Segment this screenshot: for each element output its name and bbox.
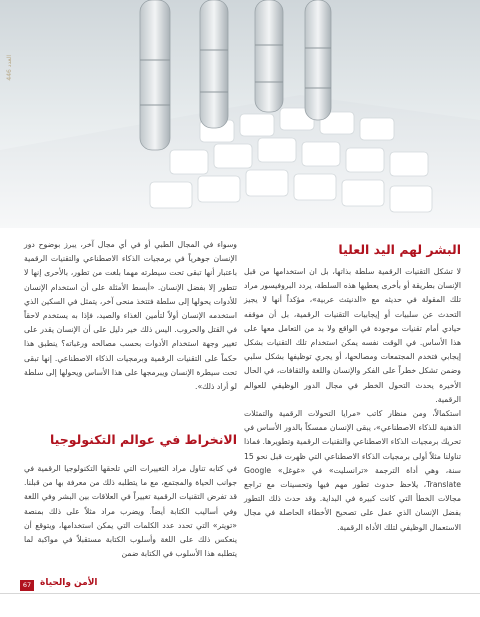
paragraph: وسواء في المجال الطبي أو في أي مجال آخر، يبرز بوضوح دور الإنسان جوهرياً في برمجيات الذكاء الاصطناعي والتقنيات الرقمية باعتبار أنها تبقى تحت سيطرته مهما بلغت من تطور، بالأحرى إنها لا تتطور إلا بفضل الإنسان. «أبسط الأمثلة على أن استخدام الإنسان للأدوات يحولها إلى سلطة فتتخذ منحى آخر، يتمثل في السكين الذي استخدمه الإنسان أولاً لتأمين الغذاء والصيد، فإذا به يستخدم لاحقاً في القتل والحروب. اليس ذلك خير دليل على أن الإنسان يقدر على تغيير وجهة استخدام الأدوات بحسب مصالحه ورغباته؟ ينطبق هذا حكماً على التقنيات الرقمية وبرمجيات الذكاء الاصطناعي. إنها تبقى تحت سيطرة الإنسان ويبرمجها على هذا الأساس ويحولها إلى سلطة لو أراد ذلك». (24, 240, 237, 392)
page-number: 67 (20, 580, 34, 591)
footer-divider (0, 593, 480, 594)
robot-hand-keyboard-illustration (0, 0, 480, 228)
section-heading: الانخراط في عوالم التكنولوجيا (49, 432, 237, 447)
issue-side-label: العدد 446 (6, 55, 13, 81)
article-column-left-top (24, 238, 237, 394)
hero-image (0, 0, 480, 228)
article-column-left-bottom (24, 462, 237, 561)
magazine-brand: الأمن والحياة (40, 578, 98, 588)
article-column-right (244, 265, 461, 535)
paragraph: استكمالاً، ومن منظار كاتب «مرايا التحولات الرقمية والتمثلات الذهنية للذكاء الاصطناعي»، يبقى الإنسان ممسكاً بالدور الأساس في تحريك برمجيات الذكاء الاصطناعي والتقنيات الرقمية وتطويرها. فماذا تناولنا مثلاً أولى برمجيات الذكاء الاصطناعي التي ظهرت قبل نحو 15 سنة، وهي أداة الترجمة «ترانسليت» في «غوغل» Google Translate، يلاحظ حدوث تطور مهم فيها وتحسينات مع تراجع مجالات الخطأ التي كانت كبيرة في البداية. وقد حدث ذلك التطور بفضل الإنسان الذي عمل على تصحيح الأخطاء الحاصلة في مجال الاستعمال الوظيفي لتلك الأداة الرقمية. (244, 409, 461, 532)
section-heading: البشر لهم اليد العليا (338, 242, 461, 257)
paragraph: لا تشكل التقنيات الرقمية سلطة بذاتها، بل ان استخدامها من قبل الإنسان بطريقة أو بأخرى يعطيها هذه السلطة، يردد البروفيسور مراد تلك المقولة في حديثه مع «الدنيتث عربية»، مؤكداً أنها لا يجيز التحدث عن سلبيات أو إيجابيات التقنيات الرقمية، بل أن موقفه حيادي أمام تقنيات موجودة في الواقع ولا بد من التعامل معها على هذا الأساس. في الوقت نفسه يمكن استخدام تلك التقنيات بشكل إيجابي فتخدم المجتمعات ومصالحها، أو يجري توظيفها بشكل سلبي وضمن تشكل خطراً على الفكر والإنسان واللغة والثقافات، في الحال الأخيرة يحدث التحول الخطر في مجال الدور الوظيفي للعوالم الرقمية. (244, 267, 461, 404)
paragraph: في كتابه تناول مراد التغييرات التي تلحقها التكنولوجيا الرقمية في جوانب الحياة والمجتمع، مع ما يتطلبه ذلك من معرفة بها من قبلنا. قد تفرض التقنيات الرقمية تغييراً في العلاقات بين البشر وفي اللغة وفي أساليب الكتابة أيضاً. ويضرب مراد مثلاً على ذلك بمنصة «تويتر» التي تحدد عدد الكلمات التي يمكن استخدامها، ويتوقع أن ينعكس ذلك على اللغة وأسلوب الكتابة مستقبلاً في مواكبة لما يتطلبه هذا الأسلوب في الكتابة ضمن (24, 464, 237, 559)
